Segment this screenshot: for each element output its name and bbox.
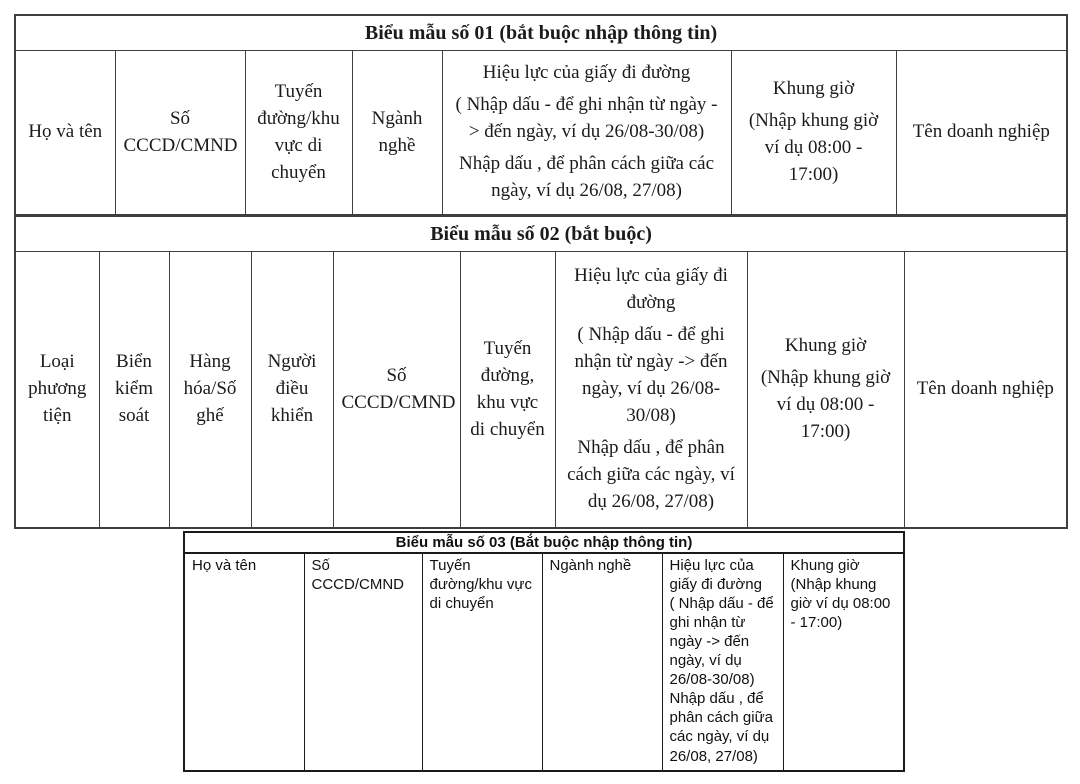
- form-01-col-khung-gio: [731, 51, 896, 215]
- cell-text: Tên doanh nghiệp: [916, 378, 1054, 400]
- form-02-col-khung-gio: [747, 252, 904, 528]
- form-01-col-ho-va-ten: [15, 51, 115, 215]
- cell-text: Tuyến đường/khu vực di chuyển: [257, 80, 340, 183]
- form-01-col-so-cccd-cmnd: [115, 51, 245, 215]
- cell-text: Tuyến đường, khu vực di chuyển: [470, 337, 545, 440]
- cell-text: Số CCCD/CMND: [123, 107, 238, 156]
- cell-text: Khung giờ: [784, 335, 867, 357]
- form-02-title: Biểu mẫu số 02 (bắt buộc): [15, 216, 1067, 252]
- cell-text: Người điều khiển: [267, 351, 317, 427]
- cell-text: Khung giờ: [772, 78, 855, 100]
- form-03-table: [183, 531, 905, 772]
- form-03-col-nganh-nghe: [542, 553, 662, 771]
- cell-text: Hiệu lực của giấy đi đường: [574, 265, 728, 314]
- form-03-col-khung-gio: [783, 553, 904, 771]
- form-02-table: [14, 215, 1068, 529]
- form-03-title: Biểu mẫu số 03 (Bắt buộc nhập thông tin): [184, 532, 904, 553]
- cell-text: Số CCCD/CMND: [311, 557, 404, 594]
- form-03-col-hieu-luc: [662, 553, 783, 771]
- form-02-col-so-cccd-cmnd: [333, 252, 460, 528]
- form-01-title: Biểu mẫu số 01 (bắt buộc nhập thông tin): [15, 15, 1067, 51]
- cell-text: Ngành nghề: [371, 107, 423, 156]
- cell-text: ( Nhập dấu - để ghi nhận từ ngày -> đến ngày, ví dụ 26/08-30/08): [574, 324, 728, 427]
- cell-text: ( Nhập dấu - để ghi nhận từ ngày -> đến ngày, ví dụ 26/08-30/08): [669, 595, 774, 689]
- cell-text: Loại phương tiện: [28, 351, 87, 427]
- form-01-col-hieu-luc: [442, 51, 731, 215]
- cell-text: Họ và tên: [28, 121, 103, 143]
- cell-text: Nhập dấu , để phân cách giữa các ngày, ví dụ 26/08, 27/08): [669, 690, 773, 765]
- form-01-table: [14, 14, 1068, 216]
- cell-text: Biển kiểm soát: [115, 351, 153, 427]
- form-02-col-loai-phuong-tien: [15, 252, 99, 528]
- form-03-col-tuyen-duong: [422, 553, 542, 771]
- form-01-col-nganh-nghe: [352, 51, 442, 215]
- form-02-col-hieu-luc: [555, 252, 747, 528]
- cell-text: (Nhập khung giờ ví dụ 08:00 - 17:00): [748, 110, 879, 186]
- form-02-col-hang-hoa-so-ghe: [169, 252, 251, 528]
- form-02-col-ten-doanh-nghiep: [904, 252, 1067, 528]
- cell-text: Nhập dấu , để phân cách giữa các ngày, ví dụ 26/08, 27/08): [458, 153, 715, 202]
- cell-text: Hiệu lực của giấy đi đường: [482, 62, 691, 84]
- cell-text: Tên doanh nghiệp: [912, 121, 1050, 143]
- form-03-col-ho-va-ten: [184, 553, 304, 771]
- form-02-col-tuyen-duong: [460, 252, 555, 528]
- form-03-col-so-cccd-cmnd: [304, 553, 422, 771]
- cell-text: (Nhập khung giờ ví dụ 08:00 - 17:00): [760, 367, 891, 443]
- form-02-col-bien-kiem-soat: [99, 252, 169, 528]
- cell-text: Tuyến đường/khu vực di chuyển: [429, 557, 532, 613]
- form-01-col-tuyen-duong: [245, 51, 352, 215]
- form-01-col-ten-doanh-nghiep: [896, 51, 1067, 215]
- cell-text: (Nhập khung giờ ví dụ 08:00 - 17:00): [790, 576, 891, 632]
- cell-text: Số CCCD/CMND: [341, 364, 456, 413]
- cell-text: Khung giờ: [790, 557, 860, 575]
- cell-text: Hiệu lực của giấy đi đường: [669, 557, 762, 594]
- cell-text: Hàng hóa/Số ghế: [183, 351, 237, 427]
- form-02-col-nguoi-dieu-khien: [251, 252, 333, 528]
- cell-text: Họ và tên: [192, 557, 257, 575]
- cell-text: Ngành nghề: [549, 557, 632, 575]
- cell-text: ( Nhập dấu - để ghi nhận từ ngày -> đến ngày, ví dụ 26/08-30/08): [455, 94, 718, 143]
- cell-text: Nhập dấu , để phân cách giữa các ngày, ví dụ 26/08, 27/08): [567, 437, 735, 513]
